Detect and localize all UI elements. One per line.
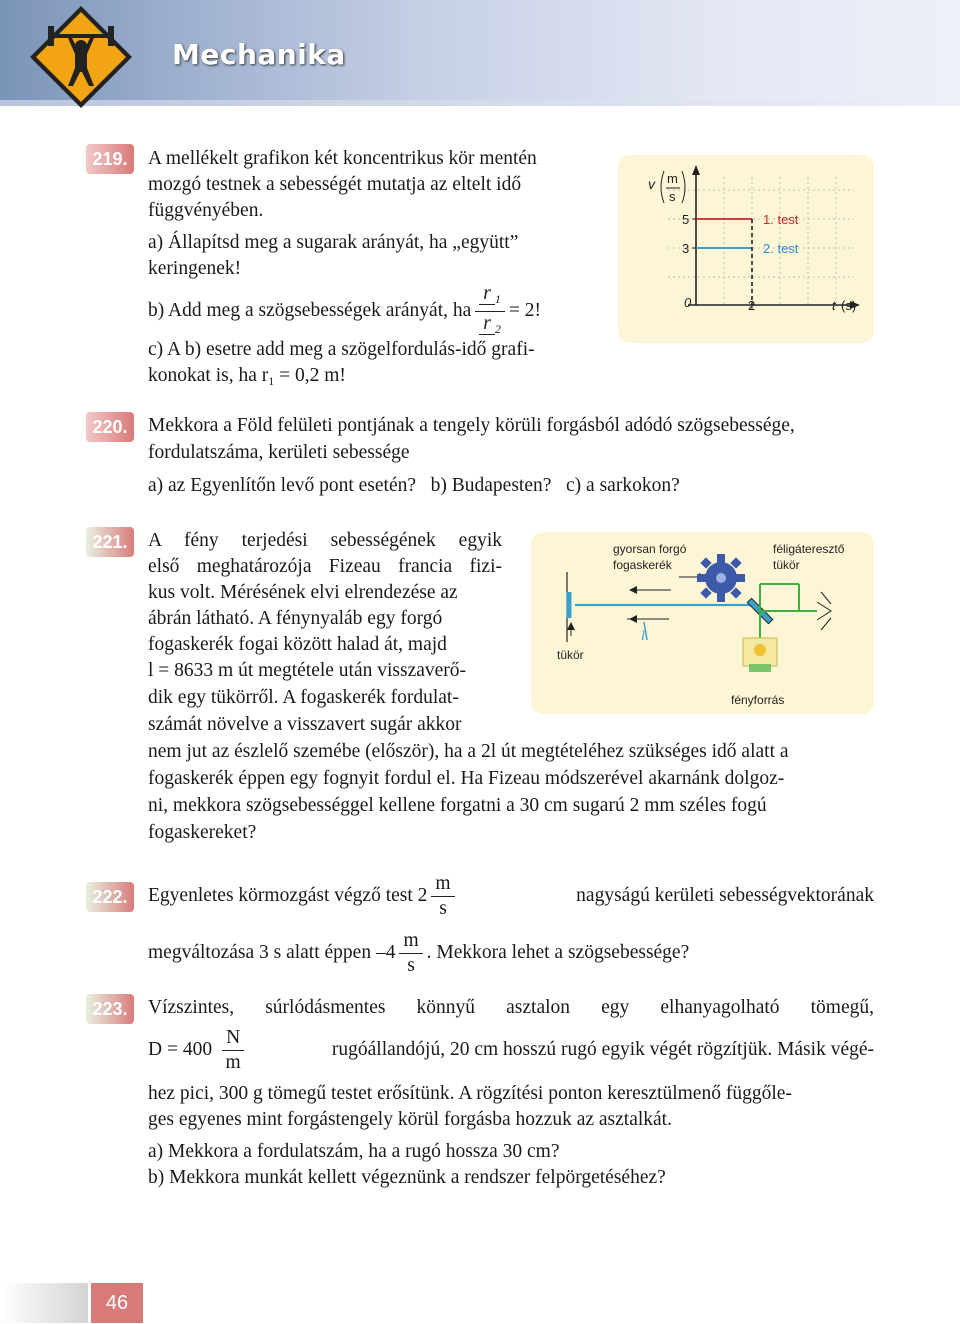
p219-line8-sub: 1 <box>268 374 275 388</box>
p221-line2: első meghatározója Fizeau francia fizi- <box>148 556 502 577</box>
p223-line5: a) Mekkora a fordulatszám, ha a rugó hossza 30 cm? <box>148 1141 560 1162</box>
frac-num: r <box>479 283 495 305</box>
p223-line3: hez pici, 300 g tömegű testet erősítünk. A rögzítési ponton keresztülmenő függőle- <box>148 1083 792 1104</box>
r-ratio-fraction <box>475 282 505 341</box>
frac-s: s <box>407 954 415 976</box>
problem-number-222: 222. <box>86 882 134 912</box>
legend-test1: 1. test <box>763 212 799 227</box>
p219-line1: A mellékelt grafikon két koncentrikus kör mentén <box>148 148 537 169</box>
p221-line6: l = 8633 m út megtétele után visszaverő- <box>148 660 467 681</box>
p219-line7: c) A b) esetre add meg a szögelfordulás-idő grafi- <box>148 339 535 360</box>
p222-line1 <box>148 872 874 920</box>
y-tick-5: 5 <box>682 212 690 227</box>
y-unit-num: m <box>667 171 678 186</box>
x-axis-label: t <box>832 298 836 313</box>
gear-label-line1: gyorsan forgó <box>613 542 687 556</box>
speed-unit-fraction <box>431 872 454 921</box>
velocity-time-graph <box>618 155 874 343</box>
chapter-header <box>0 0 960 100</box>
p219-line5: keringenek! <box>148 258 242 279</box>
legend-test2: 2. test <box>763 241 799 256</box>
p221-line12: fogaskereket? <box>148 822 257 843</box>
p223-line2-a: D = 400 <box>148 1038 213 1060</box>
p221-line1: A fény terjedési sebességének egyik <box>148 530 502 551</box>
y-axis-label: v <box>648 176 655 192</box>
frac-m: m <box>399 929 422 954</box>
p219-line8 <box>148 363 346 395</box>
eye-icon <box>817 602 831 620</box>
y-tick-3: 3 <box>682 241 690 256</box>
p223-line4: ges egyenes mint forgástengely körül forgásba hozzuk az asztalkát. <box>148 1109 672 1130</box>
p223-line1: Vízszintes, súrlódásmentes könnyű asztalon egy elhanyagolható tömegű, <box>148 997 874 1018</box>
p223-line2 <box>148 1026 874 1074</box>
y-unit-den: s <box>669 189 676 204</box>
p219-line6-end: = 2! <box>508 300 541 322</box>
p223-line6: b) Mekkora munkát kellett végeznünk a rendszer felpörgetéséhez? <box>148 1167 666 1188</box>
p222-line2 <box>148 929 689 977</box>
p222-line1-a: Egyenletes körmozgást végző test 2 <box>148 884 428 906</box>
p219-line2: mozgó testnek a sebességét mutatja az eltelt idő <box>148 174 522 195</box>
velocity-change-fraction <box>399 929 422 978</box>
frac-m: m <box>225 1051 241 1073</box>
p221-line5: fogaskerék fogai között halad át, majd <box>148 634 447 655</box>
p222-line2-a: megváltozása 3 s alatt éppen –4 <box>148 941 396 963</box>
origin-label: 0 <box>684 295 692 310</box>
p222-line2-b: . Mekkora lehet a szögsebessége? <box>426 941 690 963</box>
p219-line6-text: b) Add meg a szögsebességek arányát, ha <box>148 300 472 322</box>
weightlifter-sign-icon <box>28 4 134 110</box>
page-number: 46 <box>91 1283 143 1323</box>
gear-label-line2: fogaskerék <box>613 558 672 572</box>
page-footer-bar <box>0 1283 88 1323</box>
mirror-label-line2: tükör <box>773 558 800 572</box>
p221-line9: nem jut az észlelő szemébe (először), ha a 2l út megtételéhez szükséges idő alatt a <box>148 741 789 762</box>
frac-m: m <box>431 872 454 897</box>
mirror-label-line1: féligáteresztő <box>773 542 845 556</box>
left-mirror-label: tükör <box>557 648 584 662</box>
p220-line1: Mekkora a Föld felületi pontjának a tengely körüli forgásból adódó szögsebessége, <box>148 415 795 436</box>
frac-N: N <box>222 1026 244 1051</box>
p221-line11: ni, mekkora szögsebességgel kellene forgatni a 30 cm sugarú 2 mm széles fogú <box>148 795 767 816</box>
p221-line7: dik egy tükörről. A fogaskerék fordulat- <box>148 687 459 708</box>
chapter-title: Mechanika <box>172 38 346 71</box>
frac-den: r <box>479 313 495 335</box>
p221-line8: számát növelve a visszavert sugár akkor <box>148 714 462 735</box>
p223-line2-b: rugóállandójú, 20 cm hosszú rugó egyik végét rögzítjük. Másik végé- <box>331 1038 874 1060</box>
problem-number-220: 220. <box>86 412 134 442</box>
frac-den-sub: 2 <box>494 322 501 336</box>
p221-line4: ábrán látható. A fénynyaláb egy forgó <box>148 608 443 629</box>
p219-line8-b: = 0,2 m! <box>274 365 346 386</box>
x-tick-2: 2 <box>748 298 756 313</box>
source-label: fényforrás <box>731 693 785 707</box>
header-strip <box>0 100 960 106</box>
distance-label: l <box>641 629 645 644</box>
p221-line3: kus volt. Mérésének elvi elrendezése az <box>148 582 458 603</box>
problem-number-219: 219. <box>86 144 134 174</box>
spring-constant-unit-fraction <box>222 1026 244 1075</box>
frac-s: s <box>439 897 447 919</box>
p220-line2: fordulatszáma, kerületi sebessége <box>148 442 410 463</box>
p219-line4: a) Állapítsd meg a sugarak arányát, ha „együtt” <box>148 232 519 253</box>
problem-number-223: 223. <box>86 994 134 1024</box>
p222-line1-b: nagyságú kerületi sebességvektorának <box>576 884 874 906</box>
p221-line10: fogaskerék éppen egy fognyit fordul el. Ha Fizeau módszerével akarnánk dolgoz- <box>148 768 785 789</box>
p219-line6 <box>148 282 541 341</box>
fizeau-diagram <box>531 532 874 714</box>
p219-line8-a: konokat is, ha r <box>148 365 269 386</box>
p220-line3: a) az Egyenlítőn levő pont esetén? b) Budapesten? c) a sarkokon? <box>148 475 680 496</box>
x-axis-unit: (s) <box>841 298 857 313</box>
problem-number-221: 221. <box>86 527 134 557</box>
frac-num-sub: 1 <box>494 292 501 306</box>
p219-line3: függvényében. <box>148 200 264 221</box>
gear-icon <box>697 554 745 602</box>
